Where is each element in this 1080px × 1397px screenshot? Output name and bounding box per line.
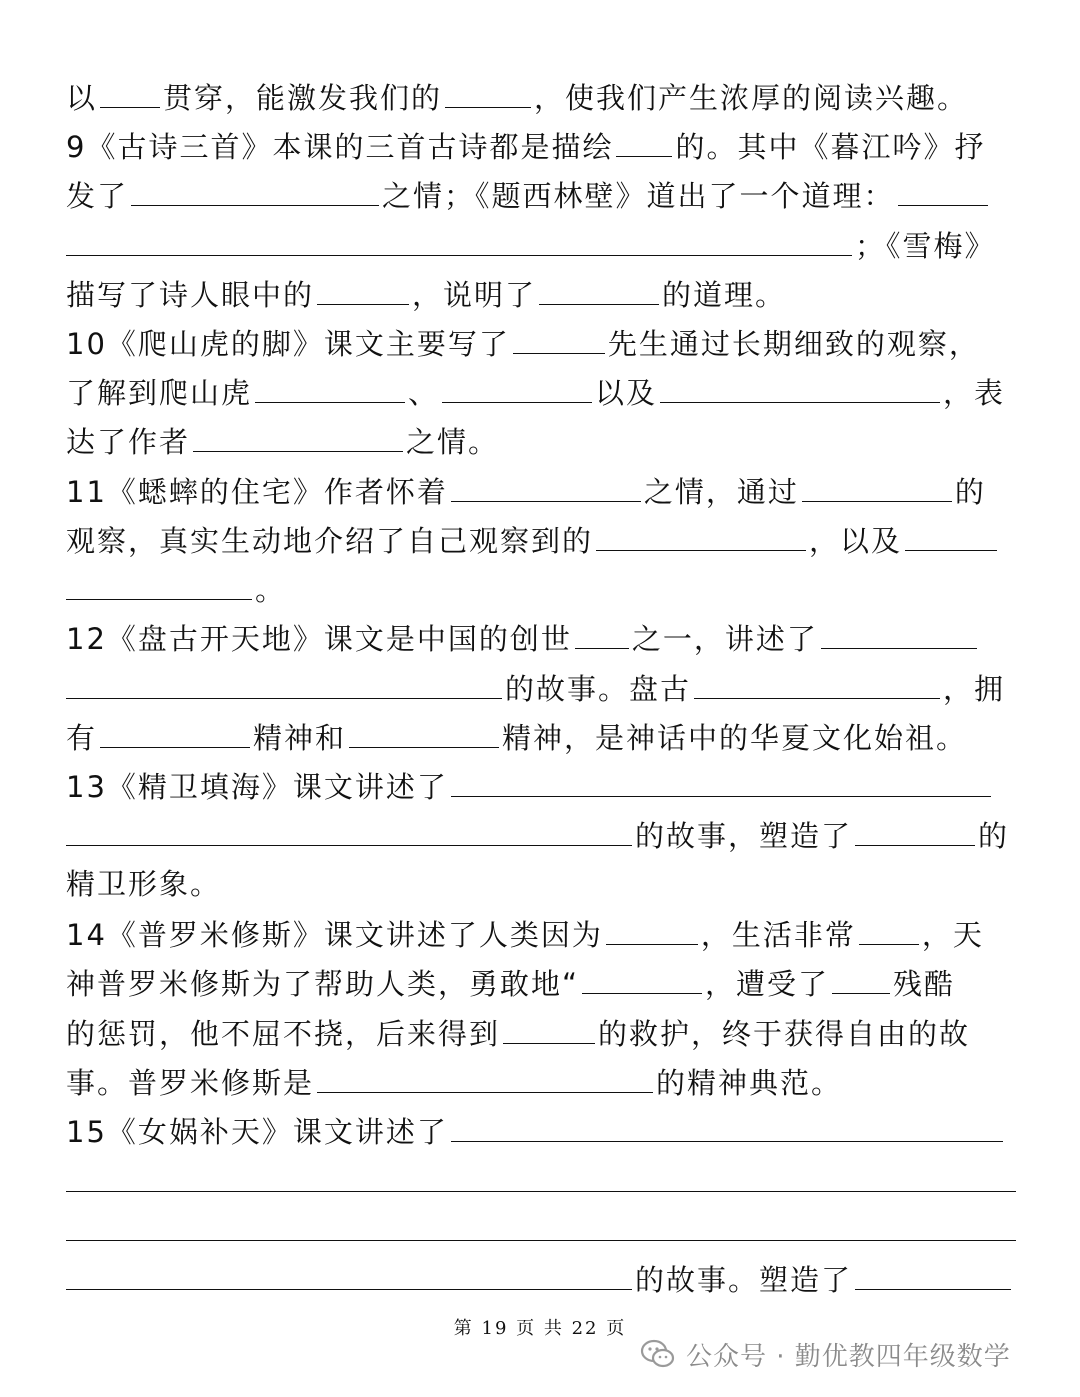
answer-blank[interactable] xyxy=(100,71,160,108)
answer-blank[interactable] xyxy=(66,1204,1016,1241)
answer-blank[interactable] xyxy=(66,662,502,699)
answer-blank[interactable] xyxy=(349,711,499,748)
worksheet-line: 的惩罚，他不屈不挠，后来得到 的救护，终于获得自由的故 xyxy=(66,1007,1018,1057)
answer-blank[interactable] xyxy=(66,809,632,846)
worksheet-line xyxy=(66,1155,1018,1205)
worksheet-line: 发了 之情；《题西林壁》道出了一个道理： xyxy=(66,169,1018,219)
answer-blank[interactable] xyxy=(855,809,975,846)
answer-blank[interactable] xyxy=(255,366,405,403)
worksheet-line: 以 贯穿，能激发我们的 ，使我们产生浓厚的阅读兴趣。 xyxy=(66,71,1018,121)
answer-blank[interactable] xyxy=(606,908,698,945)
worksheet-line xyxy=(66,1204,1018,1254)
worksheet-line: ；《雪梅》 xyxy=(66,219,1018,269)
watermark xyxy=(640,1334,1011,1374)
answer-blank[interactable] xyxy=(513,317,605,354)
worksheet-line: 了解到爬山虎 、 以及 ，表 xyxy=(66,366,1018,416)
page-number: 第 19 页 共 22 页 xyxy=(453,1318,627,1339)
worksheet-line: 的故事。盘古 ，拥 xyxy=(66,662,1018,712)
answer-blank[interactable] xyxy=(317,1056,653,1093)
watermark-text: 公众号 · 勤优教四年级数学 xyxy=(686,1341,1011,1372)
worksheet-line: 9《古诗三首》本课的三首古诗都是描绘 的。其中《暮江吟》抒 xyxy=(66,120,1018,170)
worksheet-line: 13《精卫填海》课文讲述了 xyxy=(66,760,1018,810)
answer-blank[interactable] xyxy=(898,169,988,206)
answer-blank[interactable] xyxy=(451,1105,1003,1142)
worksheet-line: 10《爬山虎的脚》课文主要写了 先生通过长期细致的观察， xyxy=(66,317,1018,367)
answer-blank[interactable] xyxy=(859,908,919,945)
answer-blank[interactable] xyxy=(575,612,629,649)
worksheet-line: 的故事，塑造了 的 xyxy=(66,809,1018,859)
answer-blank[interactable] xyxy=(821,612,977,649)
answer-blank[interactable] xyxy=(503,1007,595,1044)
worksheet-line: 的故事。塑造了 xyxy=(66,1253,1018,1303)
worksheet-line: 描写了诗人眼中的 ，说明了 的道理。 xyxy=(66,268,1018,318)
worksheet-line: 神普罗米修斯为了帮助人类，勇敢地“ ，遭受了 残酷 xyxy=(66,957,1018,1007)
worksheet-line: 有 精神和 精神，是神话中的华夏文化始祖。 xyxy=(66,711,1018,761)
worksheet-line: 事。普罗米修斯是 的精神典范。 xyxy=(66,1056,1018,1106)
answer-blank[interactable] xyxy=(905,514,997,551)
answer-blank[interactable] xyxy=(100,711,250,748)
worksheet-line: 达了作者 之情。 xyxy=(66,415,1018,465)
answer-blank[interactable] xyxy=(445,71,531,108)
worksheet-line: 精卫形象。 xyxy=(66,867,222,901)
answer-blank[interactable] xyxy=(66,1253,632,1290)
answer-blank[interactable] xyxy=(66,1155,1016,1192)
answer-blank[interactable] xyxy=(451,760,991,797)
worksheet-line: 14《普罗米修斯》课文讲述了人类因为 ，生活非常 ，天 xyxy=(66,908,1018,958)
worksheet-line: 观察，真实生动地介绍了自己观察到的 ，以及 xyxy=(66,514,1018,564)
answer-blank[interactable] xyxy=(832,957,890,994)
answer-blank[interactable] xyxy=(66,563,252,600)
worksheet-line: 12《盘古开天地》课文是中国的创世 之一，讲述了 xyxy=(66,612,1018,662)
answer-blank[interactable] xyxy=(582,957,702,994)
worksheet-line: 11《蟋蟀的住宅》作者怀着 之情，通过 的 xyxy=(66,465,1018,515)
wechat-icon xyxy=(640,1338,676,1370)
answer-blank[interactable] xyxy=(855,1253,1011,1290)
answer-blank[interactable] xyxy=(317,268,409,305)
answer-blank[interactable] xyxy=(131,169,379,206)
worksheet-line: 。 xyxy=(66,563,1018,613)
answer-blank[interactable] xyxy=(596,514,806,551)
answer-blank[interactable] xyxy=(616,120,672,157)
answer-blank[interactable] xyxy=(660,366,940,403)
answer-blank[interactable] xyxy=(442,366,592,403)
answer-blank[interactable] xyxy=(694,662,940,699)
answer-blank[interactable] xyxy=(539,268,659,305)
answer-blank[interactable] xyxy=(193,415,403,452)
answer-blank[interactable] xyxy=(66,219,852,256)
answer-blank[interactable] xyxy=(451,465,641,502)
answer-blank[interactable] xyxy=(802,465,952,502)
worksheet-line: 15《女娲补天》课文讲述了 xyxy=(66,1105,1018,1155)
